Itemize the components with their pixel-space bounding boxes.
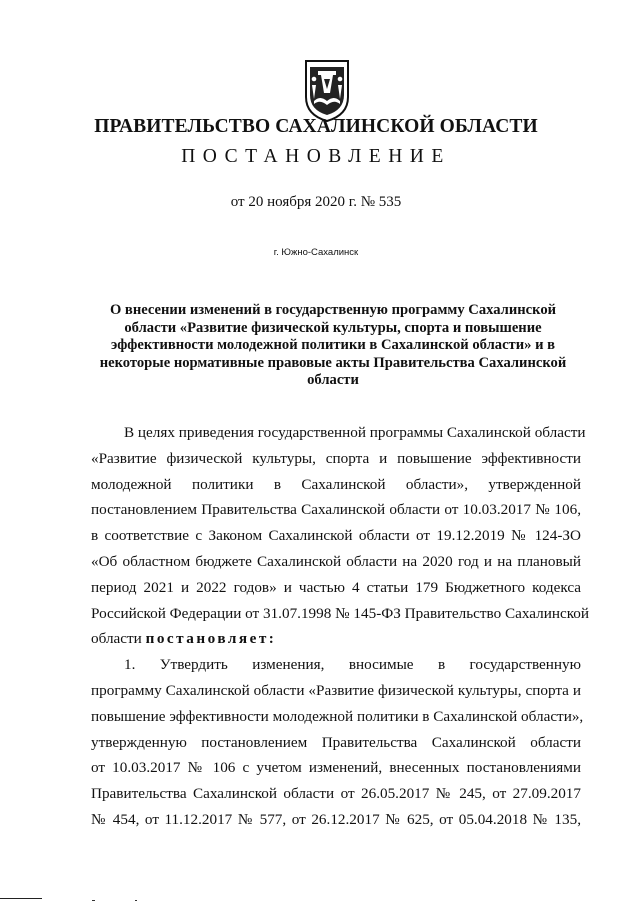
scan-speck bbox=[135, 900, 137, 901]
body-line: В целях приведения государственной программы Сахалинской области bbox=[124, 424, 586, 441]
subject-line: эффективности молодежной политики в Сахалинской области» и в bbox=[110, 337, 556, 353]
body-line: Российской Федерации от 31.07.1998 № 145-ФЗ Правительство Сахалинской bbox=[91, 604, 590, 622]
subject-line: области bbox=[307, 372, 359, 388]
resolution-keyword: постановляет: bbox=[145, 630, 277, 648]
subject-line: О внесении изменений в государственную программу Сахалинской bbox=[109, 302, 557, 318]
body-line: период 2021 и 2022 годов» и частью 4 статьи 179 Бюджетного кодекса bbox=[91, 578, 581, 596]
body-line: № 454, от 11.12.2017 № 577, от 26.12.2017 № 625, от 05.04.2018 № 135, bbox=[91, 810, 581, 828]
document-body bbox=[91, 420, 590, 833]
coat-of-arms-emblem bbox=[302, 57, 352, 123]
organization-title: ПРАВИТЕЛЬСТВО САХАЛИНСКОЙ ОБЛАСТИ bbox=[94, 116, 538, 137]
subject-line: области «Развитие физической культуры, спорта и повышение bbox=[124, 319, 542, 336]
body-line-resolution bbox=[91, 626, 581, 652]
document-subject bbox=[95, 302, 571, 390]
body-line: утвержденную постановлением Правительства Сахалинской области bbox=[91, 733, 581, 751]
body-text: области bbox=[91, 630, 146, 648]
document-type: ПОСТАНОВЛЕНИЕ bbox=[181, 146, 451, 167]
body-line: повышение эффективности молодежной политики в Сахалинской области», bbox=[91, 707, 584, 725]
body-line: от 10.03.2017 № 106 с учетом изменений, внесенных постановлениями bbox=[91, 759, 581, 777]
document-place: г. Южно-Сахалинск bbox=[273, 247, 359, 258]
body-line: Правительства Сахалинской области от 26.05.2017 № 245, от 27.09.2017 bbox=[91, 785, 581, 803]
body-line: в соответствие с Законом Сахалинской области от 19.12.2019 № 124-ЗО bbox=[91, 527, 581, 545]
body-line: «Об областном бюджете Сахалинской области на 2020 год и на плановый bbox=[91, 552, 581, 570]
body-line: «Развитие физической культуры, спорта и повышение эффективности bbox=[91, 449, 581, 467]
body-line: 1. Утвердить изменения, вносимые в государственную bbox=[124, 656, 581, 674]
body-line: программу Сахалинской области «Развитие физической культуры, спорта и bbox=[91, 681, 581, 699]
body-line: постановлением Правительства Сахалинской области от 10.03.2017 № 106, bbox=[91, 501, 581, 519]
scan-edge-line bbox=[0, 898, 42, 899]
subject-line: некоторые нормативные правовые акты Правительства Сахалинской bbox=[99, 354, 567, 371]
body-line: молодежной политики в Сахалинской области», утвержденной bbox=[91, 475, 581, 493]
document-date-number: от 20 ноября 2020 г. № 535 bbox=[230, 194, 402, 210]
scan-speck bbox=[92, 900, 95, 901]
